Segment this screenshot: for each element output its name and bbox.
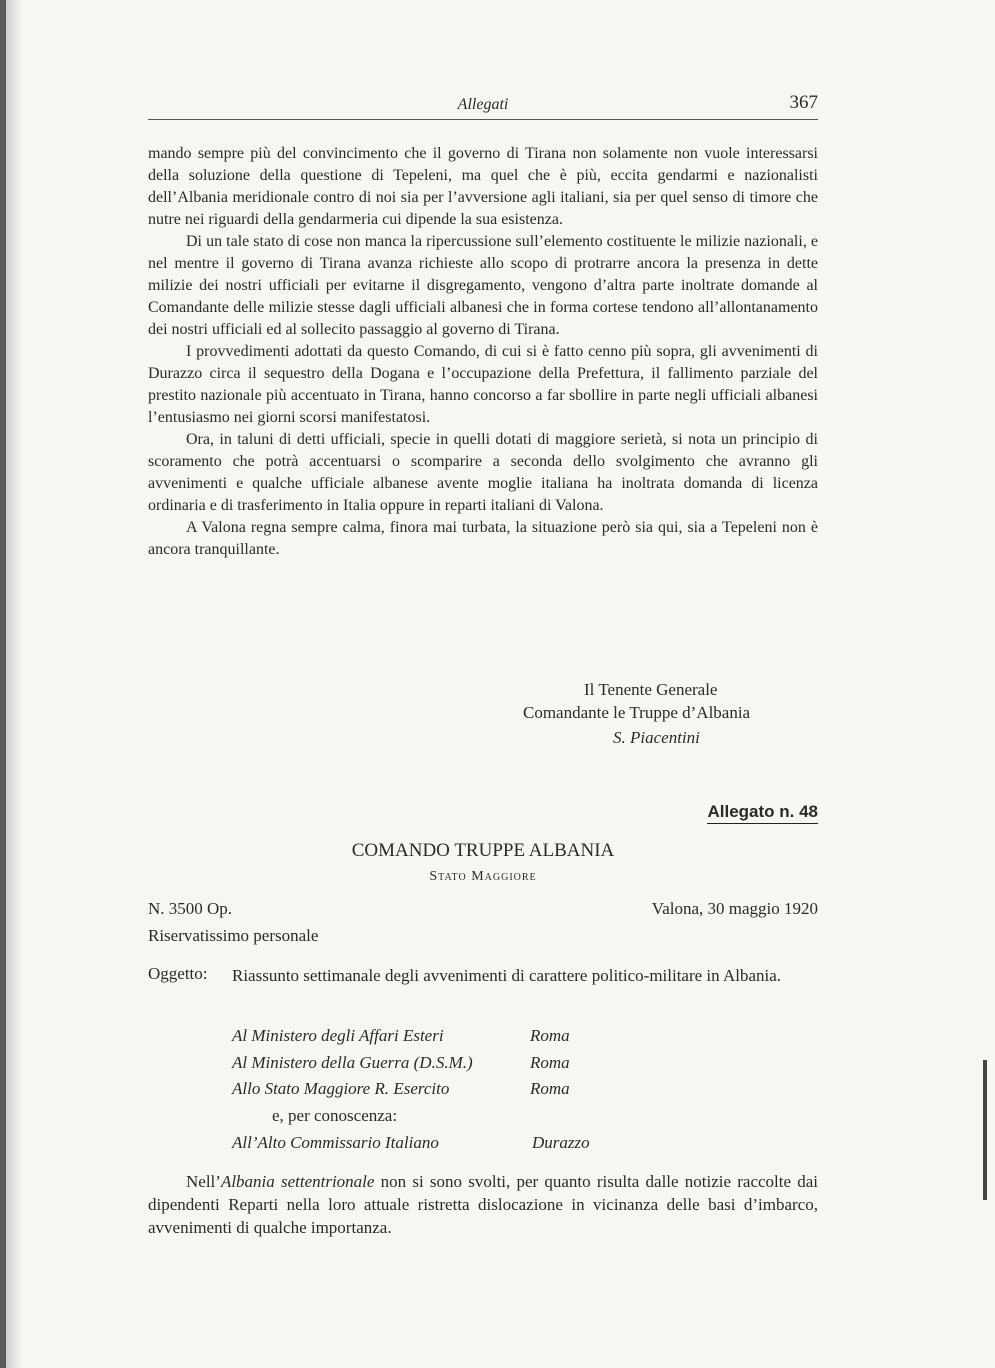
subject-text: Riassunto settimanale degli avvenimenti di carattere politico-militare in Albania. — [232, 966, 782, 985]
office-heading: Stato Maggiore — [429, 869, 537, 884]
appendix-label: Allegato n. 48 — [707, 802, 818, 824]
closing-prefix: Nell’ — [186, 1172, 221, 1191]
closing-paragraph — [148, 1170, 818, 1239]
recipient-name: Al Ministero degli Affari Esteri — [232, 1026, 444, 1045]
protocol-number: N. 3500 Op. — [148, 899, 233, 918]
header-rule — [148, 119, 818, 120]
paragraph: I provvedimenti adottati da questo Comando, di cui si è fatto cenno più sopra, gli avvenimenti di Durazzo circa il sequestro della Dogana e l’occupazione della Prefettura, il fallimento parziale del prestito nazionale più accentuato in Tirana, hanno concorso a far sbollire in parte negli ufficiali albanesi l’entusiasmo nei giorni scorsi manifestatosi. — [148, 343, 818, 426]
command-heading: COMANDO TRUPPE ALBANIA — [351, 840, 615, 861]
closing-italic: Albania settentrionale — [220, 1172, 375, 1191]
recipient-city: Roma — [530, 1026, 570, 1045]
classification: Riservatissimo personale — [148, 926, 319, 945]
recipient-city: Roma — [530, 1079, 570, 1098]
closing-rest: non si sono svolti, per quanto risulta dalle notizie raccolte dai dipendenti Reparti nella loro attuale ristretta dislocazione in vicinanza delle basi d’imbarco, avvenimenti di qualche importanza. — [148, 1172, 819, 1237]
recipient-city: Roma — [530, 1053, 570, 1072]
body-text — [148, 143, 818, 561]
subject-label: Oggetto: — [148, 964, 208, 983]
scan-mark-right — [983, 1060, 987, 1200]
paragraph: mando sempre più del convincimento che il governo di Tirana non solamente non vuole interessarsi della soluzione della questione di Tepeleni, ma quel che è più, eccita gendarmi e nazionalisti dell’Albania meridionale contro di noi sia per l’avversione agli italiani, sia per quel senso di timore che nutre nei riguardi della gendarmeria cui dipende la sua esistenza. — [148, 145, 818, 228]
signature-name: S. Piacentini — [613, 728, 700, 747]
paragraph: A Valona regna sempre calma, finora mai turbata, la situazione però sia qui, sia a Tepeleni non è ancora tranquillante. — [148, 519, 818, 558]
cc-label: e, per conoscenza: — [272, 1106, 398, 1125]
signature-role: Comandante le Truppe d’Albania — [523, 703, 751, 722]
paragraph: Ora, in taluni di detti ufficiali, specie in quelli dotati di maggiore serietà, si nota un principio di scoramento che potrà accentuarsi o scomparire a seconda dello svolgimento che avranno gli avvenimenti e qualche ufficiale albanese avente moglie italiana ha inoltrata domanda di licenza ordinaria e di trasferimento in Italia oppure in reparti italiani di Valona. — [148, 431, 818, 514]
running-title: Allegati — [457, 96, 509, 113]
page-number: 367 — [789, 92, 818, 113]
running-head — [148, 92, 818, 122]
scan-edge-shadow — [6, 0, 22, 1368]
place-date: Valona, 30 maggio 1920 — [651, 899, 818, 918]
cc-recipient-city: Durazzo — [532, 1133, 590, 1152]
recipient-name: Allo Stato Maggiore R. Esercito — [232, 1079, 450, 1098]
cc-recipient-name: All’Alto Commissario Italiano — [232, 1133, 439, 1152]
paragraph: Di un tale stato di cose non manca la ripercussione sull’elemento costituente le milizie nazionali, e nel mentre il governo di Tirana avanza richieste allo scopo di protrarre ancora la presenza in dette milizie dei nostri ufficiali per evitarne il disgregamento, vengono d’altra parte inoltrate domande al Comandante delle milizie stesse dagli ufficiali albanesi che in forma cortese tendono all’allontanamento dei nostri ufficiali ed al sollecito passaggio al governo di Tirana. — [148, 233, 818, 338]
recipient-name: Al Ministero della Guerra (D.S.M.) — [232, 1053, 473, 1072]
signature-rank: Il Tenente Generale — [584, 680, 718, 699]
